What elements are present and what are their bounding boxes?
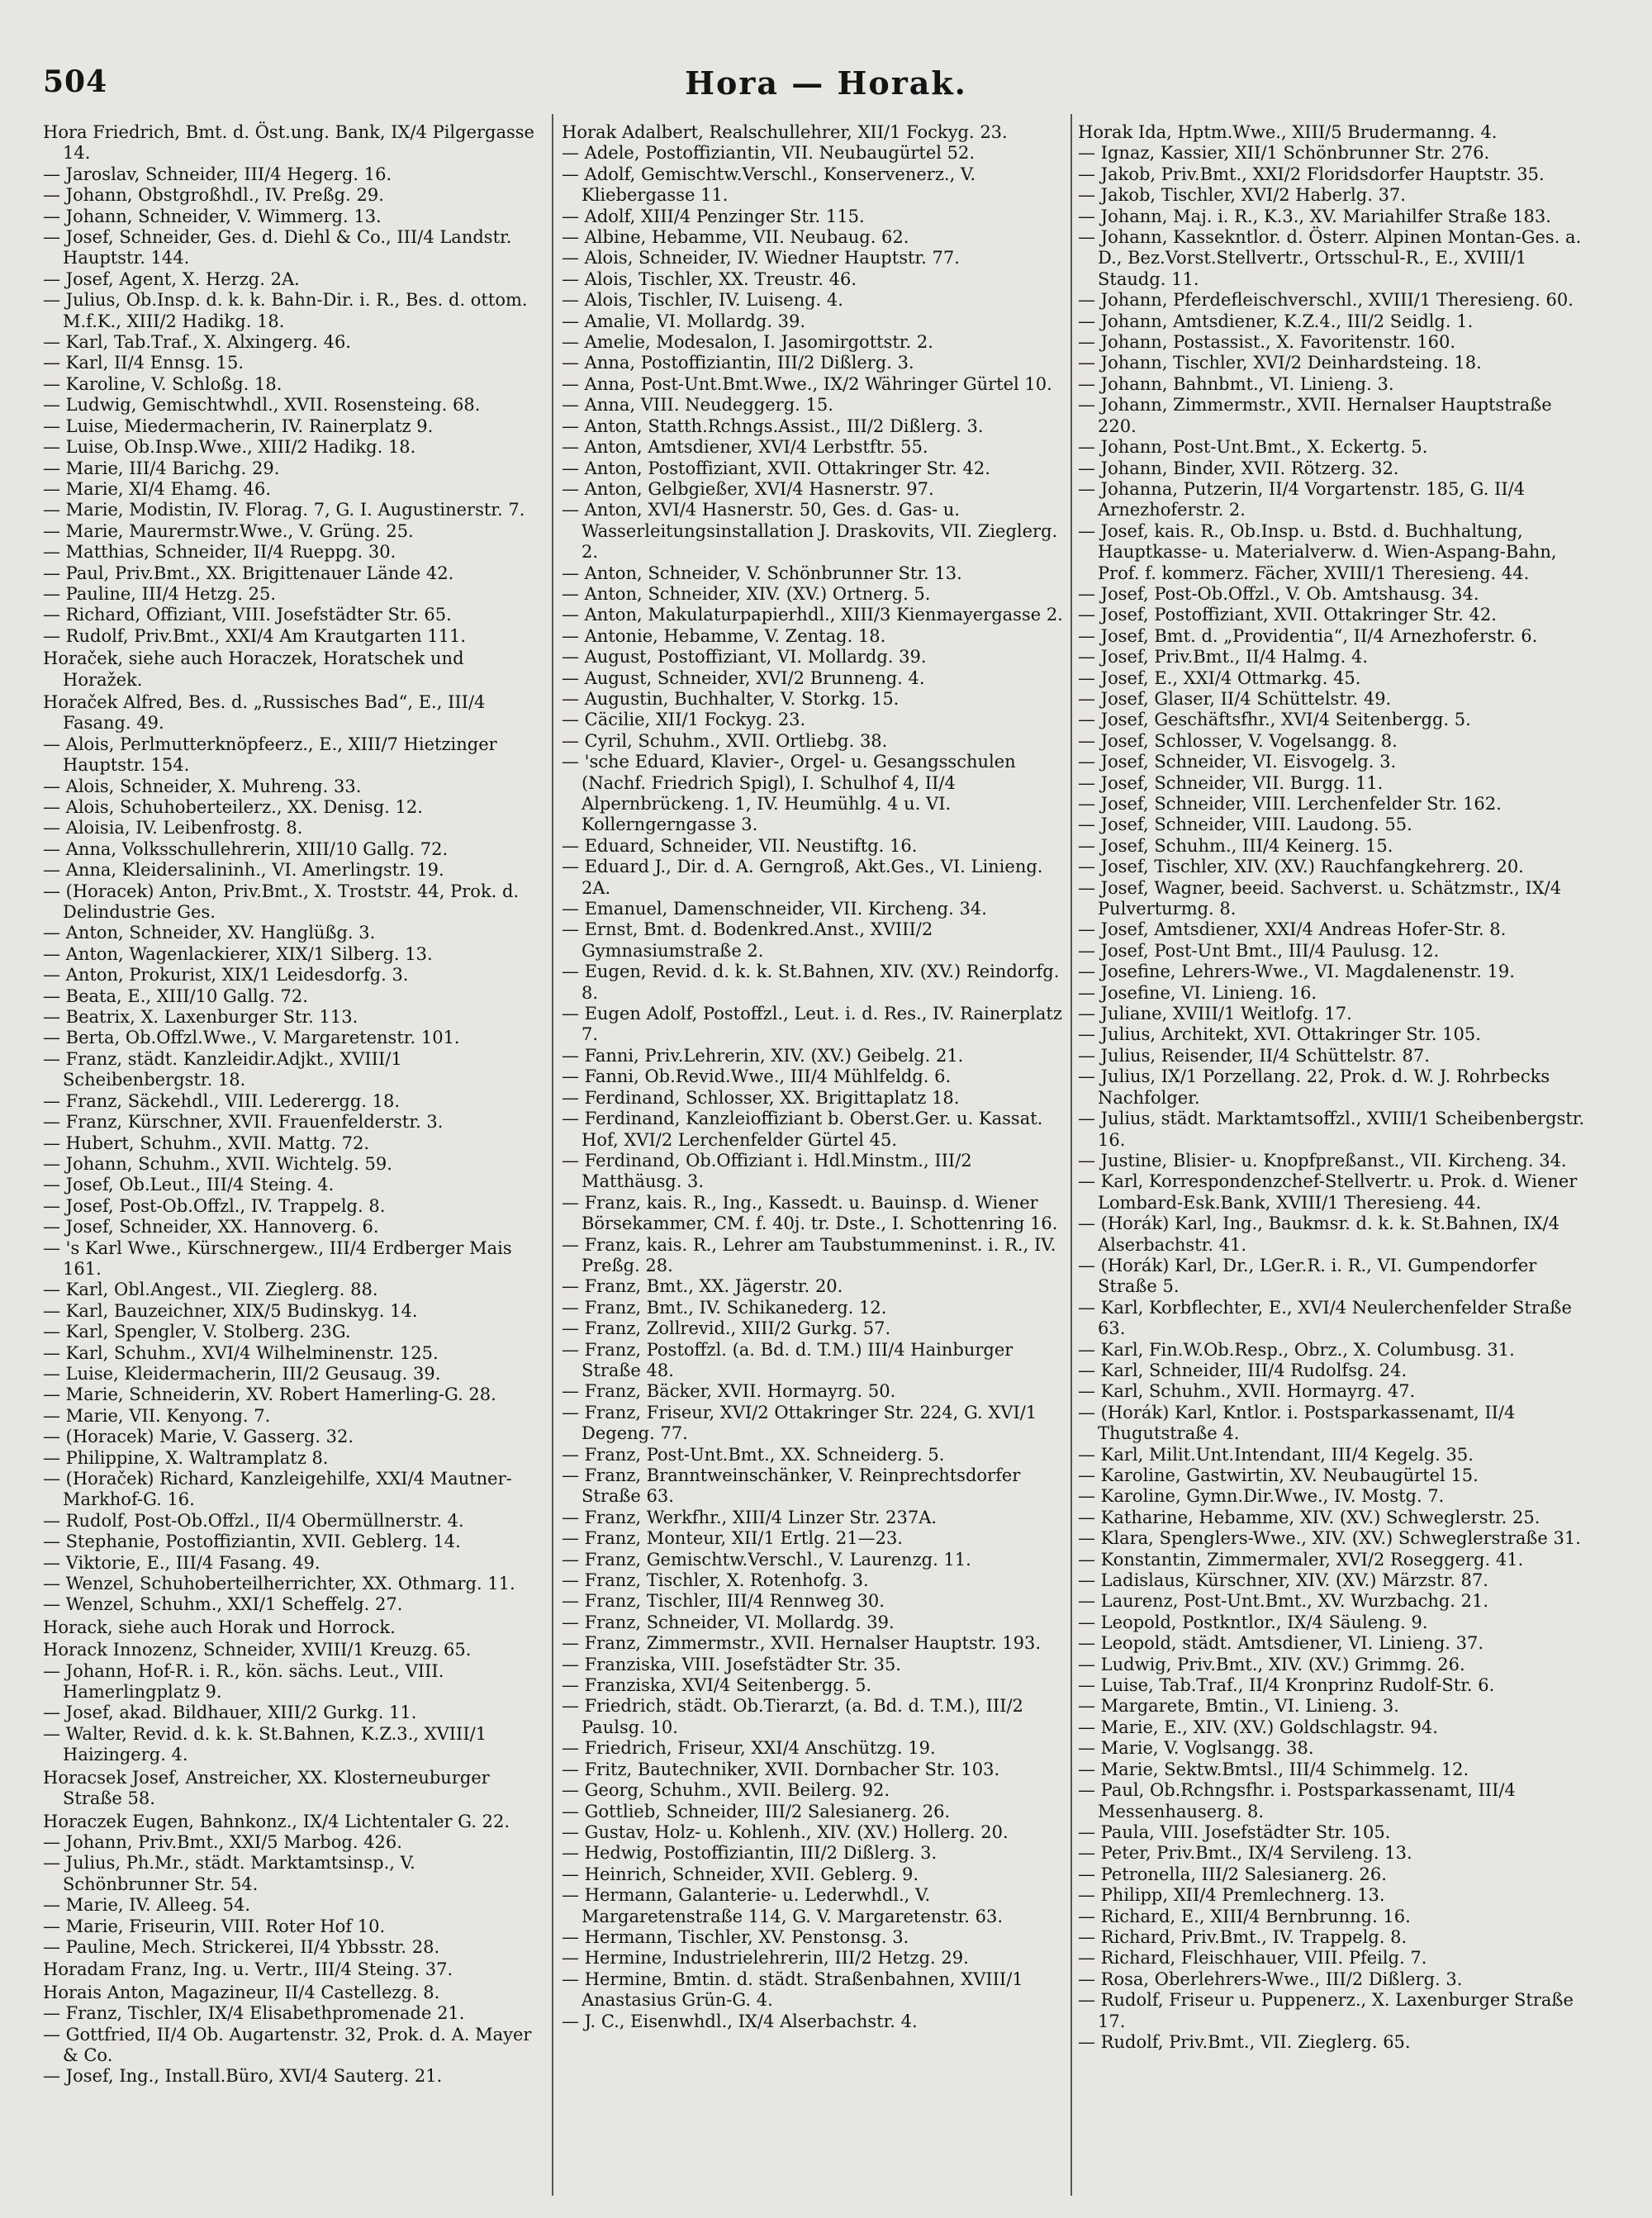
directory-entry: — Gustav, Holz- u. Kohlenh., XIV. (XV.) Hollerg. 20.	[562, 1821, 1009, 1842]
directory-entry: — Anna, Postoffiziantin, III/2 Dißlerg. 3.	[562, 353, 914, 373]
directory-entry: — Franz, Branntweinschänker, V. Reinprechtsdorfer Straße 63.	[562, 1465, 1021, 1507]
directory-entry: — Marie, VII. Kenyong. 7.	[43, 1405, 271, 1426]
directory-entry: — Luise, Kleidermacherin, III/2 Geusaug. 39.	[43, 1363, 441, 1384]
directory-entry: — Augustin, Buchhalter, V. Storkg. 15.	[562, 688, 900, 709]
directory-entry: — Karl, Korrespondenzchef-Stellvertr. u. Prok. d. Wiener Lombard-Esk.Bank, XVIII/1 Theresieng. 44.	[1078, 1171, 1578, 1213]
directory-entry: — Josefine, Lehrers-Wwe., VI. Magdalenenstr. 19.	[1078, 962, 1515, 982]
directory-entry: — Johann, Pferdefleischverschl., XVIII/1 Theresieng. 60.	[1078, 290, 1574, 311]
directory-entry: — Julius, Reisender, II/4 Schüttelstr. 87.	[1078, 1045, 1430, 1066]
directory-entry: — Eduard J., Dir. d. A. Gerngroß, Akt.Ges., VI. Linieng. 2A.	[562, 857, 1043, 898]
directory-entry: — Josef, Schneider, VIII. Lerchenfelder Str. 162.	[1078, 794, 1502, 814]
directory-entry: — Gottfried, II/4 Ob. Augartenstr. 32, Prok. d. A. Mayer & Co.	[43, 2024, 532, 2065]
directory-entry: — Berta, Ob.Offzl.Wwe., V. Margaretenstr. 101.	[43, 1028, 460, 1048]
directory-entry: — Anton, Schneider, XV. Hanglüßg. 3.	[43, 923, 376, 943]
directory-entry: — Philipp, XII/4 Premlechnerg. 13.	[1078, 1885, 1385, 1906]
directory-entry: — Josef, Schneider, XX. Hannoverg. 6.	[43, 1217, 379, 1237]
directory-entry: — Johann, Postassist., X. Favoritenstr. 160.	[1078, 332, 1456, 353]
directory-entry: — Wenzel, Schuhoberteilherrichter, XX. Othmarg. 11.	[43, 1574, 515, 1594]
directory-entry: — Marie, Sektw.Bmtsl., III/4 Schimmelg. 12.	[1078, 1759, 1469, 1779]
directory-entry: — Rudolf, Friseur u. Puppenerz., X. Laxenburger Straße 17.	[1078, 1990, 1574, 2031]
directory-entry: — Beatrix, X. Laxenburger Str. 113.	[43, 1007, 358, 1028]
directory-entry: — Julius, städt. Marktamtsoffzl., XVIII/1 Scheibenbergstr. 16.	[1078, 1109, 1585, 1150]
column-divider	[1070, 114, 1072, 2196]
directory-entry: — Beata, E., XIII/10 Gallg. 72.	[43, 986, 308, 1006]
directory-entry: — Philippine, X. Waltramplatz 8.	[43, 1447, 329, 1468]
directory-entry: — Julius, Architekt, XVI. Ottakringer Str. 105.	[1078, 1024, 1481, 1045]
directory-entry: — Richard, Offiziant, VIII. Josefstädter Str. 65.	[43, 605, 452, 625]
directory-entry: — Anton, Postoffiziant, XVII. Ottakringer Str. 42.	[562, 458, 990, 478]
directory-entry: — Josef, E., XXI/4 Ottmarkg. 45.	[1078, 667, 1361, 688]
directory-entry: — Karl, Schuhm., XVII. Hormayrg. 47.	[1078, 1381, 1416, 1402]
directory-entry: — Marie, E., XIV. (XV.) Goldschlagstr. 94.	[1078, 1717, 1438, 1737]
directory-entry: — Karl, Bauzeichner, XIX/5 Budinskyg. 14.	[43, 1300, 418, 1321]
directory-entry: — Karoline, Gymn.Dir.Wwe., IV. Mostg. 7.	[1078, 1486, 1445, 1507]
directory-entry: — Jakob, Priv.Bmt., XXI/2 Floridsdorfer Hauptstr. 35.	[1078, 164, 1545, 184]
directory-entry: — Josef, Geschäftsfhr., XVI/4 Seitenbergg. 5.	[1078, 710, 1471, 730]
directory-entry: — Franz, Kürschner, XVII. Frauenfelderstr. 3.	[43, 1112, 444, 1133]
directory-entry: — Anna, Post-Unt.Bmt.Wwe., IX/2 Währinger Gürtel 10.	[562, 373, 1052, 394]
directory-entry: — Marie, III/4 Barichg. 29.	[43, 458, 280, 478]
directory-entry: — Stephanie, Postoffiziantin, XVII. Geblerg. 14.	[43, 1532, 461, 1552]
directory-entry: — Friedrich, Friseur, XXI/4 Anschützg. 19.	[562, 1738, 936, 1759]
directory-entry: — Johann, Hof-R. i. R., kön. sächs. Leut., VIII. Hamerlingplatz 9.	[43, 1660, 444, 1703]
directory-entry: — Johann, Schneider, V. Wimmerg. 13.	[43, 206, 382, 226]
directory-entry: — Josef, Bmt. d. „Providentia“, II/4 Arnezhoferstr. 6.	[1078, 625, 1538, 646]
directory-entry: — Viktorie, E., III/4 Fasang. 49.	[43, 1552, 320, 1573]
directory-entry: — Marie, XI/4 Ehamg. 46.	[43, 478, 272, 499]
directory-entry: — Karl, Korbflechter, E., XVI/4 Neulerchenfelder Straße 63.	[1078, 1297, 1572, 1339]
directory-entry: — Josef, Post-Unt Bmt., III/4 Paulusg. 12.	[1078, 940, 1440, 961]
directory-entry: — Georg, Schuhm., XVII. Beilerg. 92.	[562, 1780, 890, 1801]
directory-entry: — Franz, Bäcker, XVII. Hormayrg. 50.	[562, 1381, 896, 1402]
directory-entry: — Ferdinand, Kanzleioffiziant b. Oberst.Ger. u. Kassat. Hof, XVI/2 Lerchenfelder Gürtel 45.	[562, 1109, 1043, 1150]
directory-entry: — Ferdinand, Schlosser, XX. Brigittaplatz 18.	[562, 1087, 960, 1108]
directory-entry: — Johann, Maj. i. R., K.3., XV. Mariahilfer Straße 183.	[1078, 206, 1551, 226]
directory-entry: — Rudolf, Priv.Bmt., VII. Zieglerg. 65.	[1078, 2031, 1411, 2052]
directory-entry: — August, Schneider, XVI/2 Brunneng. 4.	[562, 667, 925, 688]
directory-entry: — Franziska, VIII. Josefstädter Str. 35.	[562, 1654, 901, 1674]
directory-entry: — August, Postoffiziant, VI. Mollardg. 39.	[562, 647, 927, 667]
directory-entry: — Adolf, Gemischtw.Verschl., Konservenerz., V. Kliebergasse 11.	[562, 164, 976, 206]
directory-entry: — Wenzel, Schuhm., XXI/1 Scheffelg. 27.	[43, 1594, 403, 1615]
page-number: 504	[43, 64, 108, 99]
directory-entry: — Heinrich, Schneider, XVII. Geblerg. 9.	[562, 1864, 919, 1884]
directory-entry: — Leopold, Postkntlor., IX/4 Säuleng. 9.	[1078, 1612, 1428, 1632]
directory-entry: — Johann, Schuhm., XVII. Wichtelg. 59.	[43, 1153, 392, 1174]
directory-entry: Horack, siehe auch Horak und Horrock.	[43, 1617, 396, 1637]
directory-entry: — Josef, Glaser, II/4 Schüttelstr. 49.	[1078, 688, 1392, 709]
directory-entry: — Richard, Priv.Bmt., IV. Trappelg. 8.	[1078, 1926, 1408, 1947]
directory-entry: — Anton, Makulaturpapierhdl., XIII/3 Kienmayergasse 2.	[562, 605, 1063, 625]
directory-entry: — Karoline, V. Schloßg. 18.	[43, 373, 282, 394]
directory-entry: — Anton, Wagenlackierer, XIX/1 Silberg. 13.	[43, 943, 433, 964]
directory-entry: — Fanni, Ob.Revid.Wwe., III/4 Mühlfeldg. 6.	[562, 1066, 952, 1087]
directory-entry: — Emanuel, Damenschneider, VII. Kircheng. 34.	[562, 899, 987, 919]
directory-entry: — Anton, Statth.Rchngs.Assist., III/2 Dißlerg. 3.	[562, 416, 984, 436]
directory-entry: Horack Innozenz, Schneider, XVIII/1 Kreuzg. 65.	[43, 1640, 472, 1660]
directory-entry: — 'sche Eduard, Klavier-, Orgel- u. Gesangsschulen (Nachf. Friedrich Spigl), I. Schulhof 4, II/4 Alpernbrückeng. 1, IV. Heumühlg. 4 u. VI. Kollerngerngasse 3.	[562, 752, 1016, 835]
directory-entry: — Julius, Ob.Insp. d. k. k. Bahn-Dir. i. R., Bes. d. ottom. M.f.K., XIII/2 Hadikg. 18.	[43, 290, 528, 331]
directory-entry: — Anton, Schneider, V. Schönbrunner Str. 13.	[562, 563, 962, 583]
directory-entry: — Alois, Schuhoberteilerz., XX. Denisg. 12.	[43, 797, 423, 817]
directory-entry: — Amelie, Modesalon, I. Jasomirgottstr. 2.	[562, 332, 933, 353]
directory-entry: — Anton, XVI/4 Hasnerstr. 50, Ges. d. Gas- u. Wasserleitungsinstallation J. Draskovits, VII. Zieglerg. 2.	[562, 500, 1058, 563]
directory-entry: — Luise, Tab.Traf., II/4 Kronprinz Rudolf-Str. 6.	[1078, 1675, 1495, 1696]
directory-entry: — Fanni, Priv.Lehrerin, XIV. (XV.) Geibelg. 21.	[562, 1045, 964, 1066]
directory-entry: — Josef, Priv.Bmt., II/4 Halmg. 4.	[1078, 647, 1369, 667]
directory-entry: — Ludwig, Priv.Bmt., XIV. (XV.) Grimmg. 26.	[1078, 1654, 1465, 1674]
directory-entry: — Ladislaus, Kürschner, XIV. (XV.) Märzstr. 87.	[1078, 1570, 1488, 1591]
directory-entry: — Marie, Friseurin, VIII. Roter Hof 10.	[43, 1916, 386, 1936]
directory-entry: — Pauline, Mech. Strickerei, II/4 Ybbsstr. 28.	[43, 1936, 440, 1957]
directory-entry: — Josef, Schuhm., III/4 Keinerg. 15.	[1078, 835, 1393, 856]
directory-entry: — Alois, Schneider, X. Muhreng. 33.	[43, 776, 362, 796]
directory-entry: — Johann, Obstgroßhdl., IV. Preßg. 29.	[43, 185, 384, 206]
directory-entry: — Franz, Friseur, XVI/2 Ottakringer Str. 224, G. XVI/1 Degeng. 77.	[562, 1402, 1037, 1444]
directory-entry: — Aloisia, IV. Leibenfrostg. 8.	[43, 818, 303, 838]
directory-entry: — Friedrich, städt. Ob.Tierarzt, (a. Bd. d. T.M.), III/2 Paulsg. 10.	[562, 1696, 1023, 1737]
directory-entry: — Johann, Post-Unt.Bmt., X. Eckertg. 5.	[1078, 437, 1428, 458]
directory-entry: — Anna, Volksschullehrerin, XIII/10 Gallg. 72.	[43, 838, 449, 859]
directory-entry: — Alois, Tischler, IV. Luiseng. 4.	[562, 290, 843, 311]
directory-entry: — Julius, IX/1 Porzellang. 22, Prok. d. W. J. Rohrbecks Nachfolger.	[1078, 1066, 1550, 1108]
directory-entry: — Justine, Blisier- u. Knopfpreßanst., VII. Kircheng. 34.	[1078, 1150, 1567, 1171]
directory-entry: — Eugen Adolf, Postoffzl., Leut. i. d. Res., IV. Rainerplatz 7.	[562, 1004, 1062, 1045]
directory-entry: — Franz, Post-Unt.Bmt., XX. Schneiderg. 5.	[562, 1444, 945, 1465]
directory-entry: — Cäcilie, XII/1 Fockyg. 23.	[562, 710, 806, 730]
directory-entry: — Marie, Schneiderin, XV. Robert Hamerling-G. 28.	[43, 1384, 496, 1405]
directory-entry: — (Horaček) Richard, Kanzleigehilfe, XXI/4 Mautner-Markhof-G. 16.	[43, 1469, 512, 1510]
directory-entry: — Antonie, Hebamme, V. Zentag. 18.	[562, 625, 886, 646]
directory-entry: — Karl, Schuhm., XVI/4 Wilhelminenstr. 125.	[43, 1342, 439, 1363]
directory-entry: — Alois, Perlmutterknöpfeerz., E., XIII/7 Hietzinger Hauptstr. 154.	[43, 734, 497, 776]
directory-entry: — Peter, Priv.Bmt., IX/4 Servileng. 13.	[1078, 1843, 1412, 1864]
directory-entry: Horaček Alfred, Bes. d. „Russisches Bad“, E., III/4 Fasang. 49.	[43, 691, 486, 734]
directory-entry: — Karl, Milit.Unt.Intendant, III/4 Kegelg. 35.	[1078, 1444, 1474, 1465]
directory-entry: — Hermann, Tischler, XV. Penstonsg. 3.	[562, 1926, 909, 1947]
directory-entry: — Josef, kais. R., Ob.Insp. u. Bstd. d. Buchhaltung, Hauptkasse- u. Materialverw. d. Wien-Aspang-Bahn, Prof. f. kommerz. Fächer, XVIII/1 Theresieng. 44.	[1078, 520, 1557, 583]
directory-entry: — Johann, Bahnbmt., VI. Linieng. 3.	[1078, 373, 1394, 394]
directory-entry: — Petronella, III/2 Salesianerg. 26.	[1078, 1864, 1387, 1884]
directory-entry: — Josef, Tischler, XIV. (XV.) Rauchfangkehrerg. 20.	[1078, 857, 1524, 877]
directory-entry: — Franz, Gemischtw.Verschl., V. Laurenzg. 11.	[562, 1549, 971, 1570]
directory-entry: — Franz, Säckehdl., VIII. Lederergg. 18.	[43, 1090, 401, 1111]
directory-entry: — Josef, Wagner, beeid. Sachverst. u. Schätzmstr., IX/4 Pulverturmg. 8.	[1078, 877, 1562, 919]
directory-entry: — Johann, Zimmermstr., XVII. Hernalser Hauptstraße 220.	[1078, 395, 1552, 436]
directory-entry: — Margarete, Bmtin., VI. Linieng. 3.	[1078, 1696, 1399, 1717]
directory-entry: — Eugen, Revid. d. k. k. St.Bahnen, XIV. (XV.) Reindorfg. 8.	[562, 962, 1060, 1003]
directory-entry: — Josef, Post-Ob.Offzl., V. Ob. Amtshausg. 34.	[1078, 583, 1479, 604]
directory-entry: — Josef, Ob.Leut., III/4 Steing. 4.	[43, 1175, 335, 1195]
directory-entry: Horais Anton, Magazineur, II/4 Castellezg. 8.	[43, 1982, 440, 2002]
column-divider	[552, 114, 553, 2196]
directory-entry: Horaček, siehe auch Horaczek, Horatschek und Horažek.	[43, 648, 464, 690]
directory-column-2	[562, 121, 1066, 2202]
directory-entry: — Johann, Binder, XVII. Rötzerg. 32.	[1078, 458, 1399, 478]
directory-entry: Horak Ida, Hptm.Wwe., XIII/5 Brudermanng. 4.	[1078, 122, 1498, 142]
directory-entry: — Amalie, VI. Mollardg. 39.	[562, 311, 806, 331]
directory-entry: — Josef, Agent, X. Herzg. 2A.	[43, 268, 300, 289]
directory-entry: — Franz, Bmt., IV. Schikanederg. 12.	[562, 1297, 887, 1318]
directory-entry: — Klara, Spenglers-Wwe., XIV. (XV.) Schweglerstraße 31.	[1078, 1528, 1581, 1549]
directory-entry: — Ludwig, Gemischtwhdl., XVII. Rosensteing. 68.	[43, 395, 481, 416]
directory-entry: — Franziska, XVI/4 Seitenbergg. 5.	[562, 1675, 872, 1696]
directory-entry: — Karl, Tab.Traf., X. Alxingerg. 46.	[43, 332, 351, 353]
page-title: Hora — Horak.	[685, 64, 967, 102]
directory-entry: — Karl, Spengler, V. Stolberg. 23G.	[43, 1322, 351, 1342]
directory-entry: — Franz, Zollrevid., XIII/2 Gurkg. 57.	[562, 1318, 891, 1339]
directory-entry: — Anton, Schneider, XIV. (XV.) Ortnerg. 5.	[562, 583, 931, 604]
directory-entry: — Karoline, Gastwirtin, XV. Neubaugürtel 15.	[1078, 1465, 1479, 1485]
directory-entry: — Richard, Fleischhauer, VIII. Pfeilg. 7.	[1078, 1948, 1427, 1969]
directory-entry: Horaczek Eugen, Bahnkonz., IX/4 Lichtentaler G. 22.	[43, 1811, 510, 1831]
directory-entry: Hora Friedrich, Bmt. d. Öst.ung. Bank, IX/4 Pilgergasse 14.	[43, 122, 534, 164]
directory-entry: — Alois, Schneider, IV. Wiedner Hauptstr. 77.	[562, 248, 960, 268]
directory-entry: — Fritz, Bautechniker, XVII. Dornbacher Str. 103.	[562, 1759, 1000, 1779]
directory-entry: — J. C., Eisenwhdl., IX/4 Alserbachstr. 4.	[562, 2011, 918, 2031]
directory-entry: — Anton, Amtsdiener, XVI/4 Lerbstftr. 55.	[562, 437, 928, 458]
directory-entry: — Matthias, Schneider, II/4 Rueppg. 30.	[43, 542, 396, 563]
directory-entry: — Paul, Priv.Bmt., XX. Brigittenauer Lände 42.	[43, 563, 454, 583]
directory-entry: — Jaroslav, Schneider, III/4 Hegerg. 16.	[43, 164, 392, 184]
directory-entry: — Ignaz, Kassier, XII/1 Schönbrunner Str. 276.	[1078, 143, 1490, 164]
directory-entry: — Franz, städt. Kanzleidir.Adjkt., XVIII/1 Scheibenbergstr. 18.	[43, 1048, 402, 1090]
directory-entry: — Paul, Ob.Rchngsfhr. i. Postsparkassenamt, III/4 Messenhauserg. 8.	[1078, 1780, 1516, 1821]
directory-entry: — Josef, Schneider, Ges. d. Diehl & Co., III/4 Landstr. Hauptstr. 144.	[43, 227, 512, 268]
directory-entry: — Franz, Tischler, X. Rotenhofg. 3.	[562, 1570, 869, 1591]
directory-entry: Horacsek Josef, Anstreicher, XX. Klosterneuburger Straße 58.	[43, 1767, 490, 1809]
directory-entry: — Eduard, Schneider, VII. Neustiftg. 16.	[562, 835, 918, 856]
directory-entry: — Marie, IV. Alleeg. 54.	[43, 1895, 251, 1916]
directory-entry: — Marie, Maurermstr.Wwe., V. Grüng. 25.	[43, 520, 414, 541]
directory-entry: — Rudolf, Post-Ob.Offzl., II/4 Obermüllnerstr. 4.	[43, 1510, 464, 1531]
directory-entry: — Juliane, XVIII/1 Weitlofg. 17.	[1078, 1004, 1352, 1024]
directory-entry: — Rosa, Oberlehrers-Wwe., III/2 Dißlerg. 3.	[1078, 1969, 1463, 1989]
directory-entry: — Franz, Tischler, IX/4 Elisabethpromenade 21.	[43, 2003, 465, 2024]
directory-entry: — Josef, Amtsdiener, XXI/4 Andreas Hofer-Str. 8.	[1078, 919, 1507, 940]
directory-entry: — Adolf, XIII/4 Penzinger Str. 115.	[562, 206, 865, 226]
directory-entry: — Franz, Bmt., XX. Jägerstr. 20.	[562, 1276, 843, 1297]
directory-entry: — Franz, Postoffzl. (a. Bd. d. T.M.) III/4 Hainburger Straße 48.	[562, 1339, 1014, 1380]
directory-entry: — Hermine, Bmtin. d. städt. Straßenbahnen, XVIII/1 Anastasius Grün-G. 4.	[562, 1969, 1023, 2011]
directory-entry: — (Horák) Karl, Dr., LGer.R. i. R., VI. Gumpendorfer Straße 5.	[1078, 1255, 1537, 1297]
directory-entry: — Alois, Tischler, XX. Treustr. 46.	[562, 268, 857, 289]
directory-entry: — Hermine, Industrielehrerin, III/2 Hetzg. 29.	[562, 1948, 969, 1969]
directory-entry: — (Horacek) Marie, V. Gasserg. 32.	[43, 1427, 354, 1447]
directory-entry: — Rudolf, Priv.Bmt., XXI/4 Am Krautgarten 111.	[43, 625, 467, 646]
directory-entry: — Ferdinand, Ob.Offiziant i. Hdl.Minstm., III/2 Matthäusg. 3.	[562, 1150, 972, 1192]
directory-entry: — Gottlieb, Schneider, III/2 Salesianerg. 26.	[562, 1801, 951, 1821]
directory-entry: — Johann, Amtsdiener, K.Z.4., III/2 Seidlg. 1.	[1078, 311, 1474, 331]
directory-entry: — Franz, kais. R., Lehrer am Taubstummeninst. i. R., IV. Preßg. 28.	[562, 1234, 1056, 1275]
directory-entry: — Luise, Ob.Insp.Wwe., XIII/2 Hadikg. 18.	[43, 437, 416, 458]
directory-entry: — Anna, Kleidersalininh., VI. Amerlingstr. 19.	[43, 860, 444, 881]
directory-entry: — Leopold, städt. Amtsdiener, VI. Linieng. 37.	[1078, 1633, 1484, 1654]
directory-entry: — Ernst, Bmt. d. Bodenkred.Anst., XVIII/2 Gymnasiumstraße 2.	[562, 919, 933, 961]
directory-entry: — Josef, Schneider, VI. Eisvogelg. 3.	[1078, 752, 1397, 772]
directory-entry: Horak Adalbert, Realschullehrer, XII/1 Fockyg. 23.	[562, 122, 1008, 142]
directory-entry: — (Horák) Karl, Kntlor. i. Postsparkassenamt, II/4 Thugutstraße 4.	[1078, 1402, 1516, 1444]
directory-entry: — Katharine, Hebamme, XIV. (XV.) Schweglerstr. 25.	[1078, 1507, 1540, 1527]
directory-entry: — Pauline, III/4 Hetzg. 25.	[43, 583, 277, 604]
directory-entry: — Anton, Prokurist, XIX/1 Leidesdorfg. 3.	[43, 965, 409, 986]
directory-entry: — Marie, V. Voglsangg. 38.	[1078, 1738, 1314, 1759]
directory-entry: — Josef, Schneider, VIII. Laudong. 55.	[1078, 815, 1412, 835]
directory-entry: — Josef, Ing., Install.Büro, XVI/4 Sauterg. 21.	[43, 2066, 443, 2087]
directory-entry: — Franz, Zimmermstr., XVII. Hernalser Hauptstr. 193.	[562, 1633, 1042, 1654]
directory-entry: — Hermann, Galanterie- u. Lederwhdl., V. Margaretenstraße 114, G. V. Margaretenstr. 63.	[562, 1885, 1004, 1926]
directory-entry: — Marie, Modistin, IV. Florag. 7, G. I. Augustinerstr. 7.	[43, 500, 525, 520]
directory-entry: — Adele, Postoffiziantin, VII. Neubaugürtel 52.	[562, 143, 976, 164]
directory-entry: — Paula, VIII. Josefstädter Str. 105.	[1078, 1821, 1391, 1842]
directory-entry: — Laurenz, Post-Unt.Bmt., XV. Wurzbachg. 21.	[1078, 1591, 1489, 1612]
directory-entry: — Karl, Fin.W.Ob.Resp., Obrz., X. Columbusg. 31.	[1078, 1339, 1515, 1360]
directory-entry: — Josefine, VI. Linieng. 16.	[1078, 982, 1317, 1003]
directory-entry: — Franz, Monteur, XII/1 Ertlg. 21—23.	[562, 1528, 903, 1549]
directory-entry: — Hubert, Schuhm., XVII. Mattg. 72.	[43, 1133, 370, 1153]
directory-entry: — Jakob, Tischler, XVI/2 Haberlg. 37.	[1078, 185, 1406, 206]
directory-entry: — Josef, akad. Bildhauer, XIII/2 Gurkg. 11.	[43, 1703, 417, 1723]
directory-entry: — Hedwig, Postoffiziantin, III/2 Dißlerg. 3.	[562, 1843, 938, 1864]
directory-entry: — Walter, Revid. d. k. k. St.Bahnen, K.Z.3., XVIII/1 Haizingerg. 4.	[43, 1723, 487, 1765]
directory-entry: — Josef, Post-Ob.Offzl., IV. Trappelg. 8.	[43, 1195, 386, 1216]
directory-column-3	[1078, 121, 1594, 2202]
directory-entry: — Johanna, Putzerin, II/4 Vorgartenstr. 185, G. II/4 Arnezhoferstr. 2.	[1078, 478, 1526, 520]
directory-entry: — Johann, Kassekntlor. d. Österr. Alpinen Montan-Ges. a. D., Bez.Vorst.Stellvertr., Ortsschul-R., E., XVIII/1 Staudg. 11.	[1078, 227, 1582, 289]
directory-entry: — Richard, E., XIII/4 Bernbrunng. 16.	[1078, 1906, 1411, 1926]
directory-entry: — Johann, Priv.Bmt., XXI/5 Marbog. 426.	[43, 1831, 402, 1852]
directory-entry: — Anton, Gelbgießer, XVI/4 Hasnerstr. 97.	[562, 478, 934, 499]
directory-entry: — Franz, Tischler, III/4 Rennweg 30.	[562, 1591, 885, 1612]
directory-entry: — Josef, Schlosser, V. Vogelsangg. 8.	[1078, 730, 1398, 751]
directory-entry: — Anna, VIII. Neudeggerg. 15.	[562, 395, 833, 416]
directory-entry: — (Horák) Karl, Ing., Baukmsr. d. k. k. St.Bahnen, IX/4 Alserbachstr. 41.	[1078, 1213, 1559, 1255]
directory-entry: — 's Karl Wwe., Kürschnergew., III/4 Erdberger Mais 161.	[43, 1237, 512, 1279]
directory-entry: — Albine, Hebamme, VII. Neubaug. 62.	[562, 227, 909, 248]
directory-entry: — Josef, Postoffiziant, XVII. Ottakringer Str. 42.	[1078, 605, 1497, 625]
directory-entry: — Cyril, Schuhm., XVII. Ortliebg. 38.	[562, 730, 888, 751]
directory-entry: Horadam Franz, Ing. u. Vertr., III/4 Steing. 37.	[43, 1959, 453, 1980]
directory-entry: — (Horacek) Anton, Priv.Bmt., X. Troststr. 44, Prok. d. Delindustrie Ges.	[43, 881, 520, 923]
directory-entry: — Julius, Ph.Mr., städt. Marktamtsinsp., V. Schönbrunner Str. 54.	[43, 1853, 415, 1894]
directory-column-1	[43, 121, 545, 2202]
directory-entry: — Luise, Miedermacherin, IV. Rainerplatz 9.	[43, 416, 434, 436]
directory-entry: — Josef, Schneider, VII. Burgg. 11.	[1078, 772, 1384, 793]
directory-entry: — Franz, Werkfhr., XIII/4 Linzer Str. 237A.	[562, 1507, 938, 1527]
directory-entry: — Franz, Schneider, VI. Mollardg. 39.	[562, 1612, 895, 1632]
directory-entry: — Karl, II/4 Ennsg. 15.	[43, 353, 244, 373]
directory-entry: — Franz, kais. R., Ing., Kassedt. u. Bauinsp. d. Wiener Börsekammer, CM. f. 40j. tr. Dste., I. Schottenring 16.	[562, 1192, 1058, 1234]
directory-entry: — Karl, Schneider, III/4 Rudolfsg. 24.	[1078, 1360, 1408, 1380]
directory-entry: — Karl, Obl.Angest., VII. Zieglerg. 88.	[43, 1280, 378, 1300]
directory-entry: — Johann, Tischler, XVI/2 Deinhardsteing. 18.	[1078, 353, 1482, 373]
directory-entry: — Konstantin, Zimmermaler, XVI/2 Roseggerg. 41.	[1078, 1549, 1524, 1570]
